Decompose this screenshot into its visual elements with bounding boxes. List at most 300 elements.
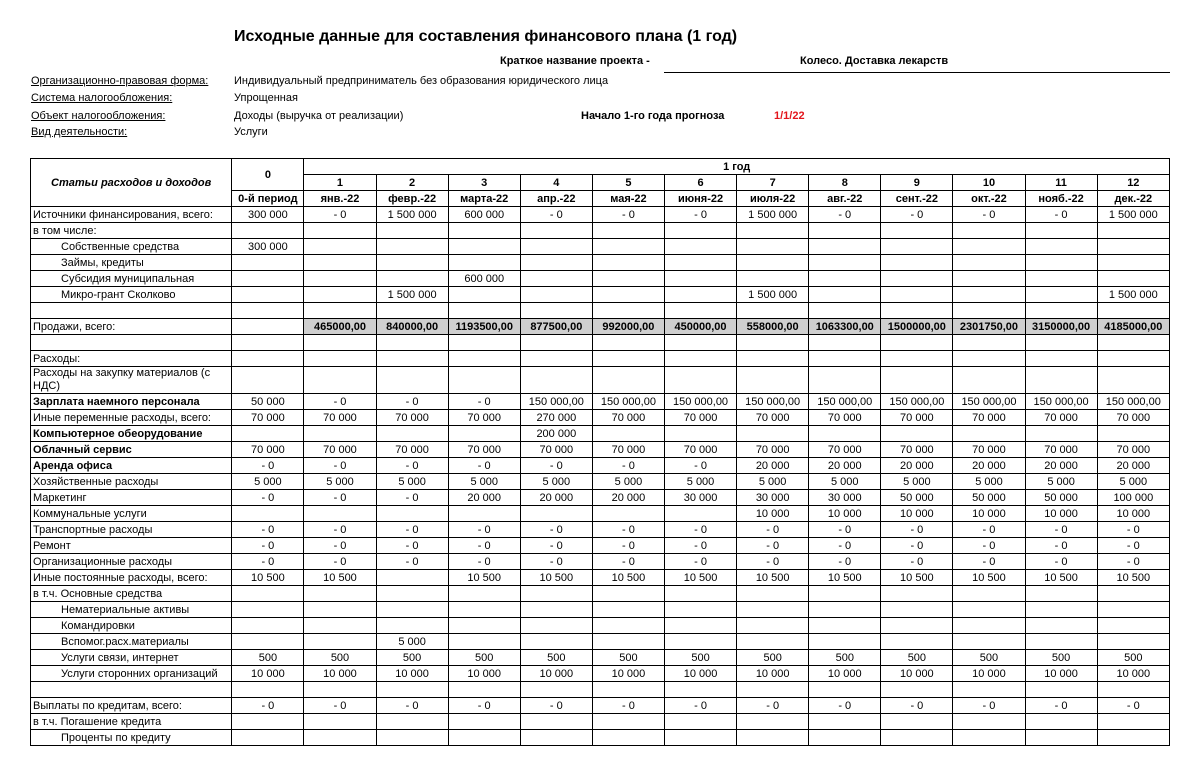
value-cell: [448, 634, 520, 650]
value-cell: 5 000: [737, 474, 809, 490]
value-cell: 20 000: [809, 458, 881, 474]
value-cell: [1097, 303, 1169, 319]
value-cell: 300 000: [232, 207, 304, 223]
value-cell: 70 000: [376, 410, 448, 426]
value-cell: [664, 426, 736, 442]
row-label-cell: Продажи, всего:: [31, 319, 232, 335]
row-label-cell: Услуги сторонних организаций: [31, 666, 232, 682]
value-cell: [664, 618, 736, 634]
value-cell: [1097, 602, 1169, 618]
activity-type-label: Вид деятельности:: [31, 126, 128, 138]
value-cell: [232, 426, 304, 442]
table-row: [31, 319, 1170, 335]
value-cell: [520, 239, 592, 255]
value-cell: [953, 602, 1025, 618]
value-cell: 70 000: [520, 442, 592, 458]
value-cell: [1025, 303, 1097, 319]
value-cell: [304, 634, 376, 650]
forecast-start-value: 1/1/22: [774, 110, 805, 122]
value-cell: [376, 223, 448, 239]
value-cell: 10 000: [881, 666, 953, 682]
value-cell: - 0: [1097, 522, 1169, 538]
value-cell: [881, 255, 953, 271]
value-cell: [232, 602, 304, 618]
value-cell: [881, 239, 953, 255]
value-cell: [737, 730, 809, 746]
value-cell: - 0: [881, 522, 953, 538]
value-cell: 10 000: [520, 666, 592, 682]
project-name-label: Краткое название проекта -: [500, 55, 650, 67]
value-cell: [592, 586, 664, 602]
value-cell: [304, 426, 376, 442]
row-label-cell: Облачный сервис: [31, 442, 232, 458]
value-cell: 600 000: [448, 207, 520, 223]
table-row: [31, 618, 1170, 634]
tax-system-label: Система налогообложения:: [31, 92, 173, 104]
month-label-cell: июля-22: [737, 191, 809, 207]
page-title: Исходные данные для составления финансового плана (1 год): [234, 28, 738, 45]
value-cell: [1097, 255, 1169, 271]
value-cell: 70 000: [232, 442, 304, 458]
value-cell: 1063300,00: [809, 319, 881, 335]
value-cell: - 0: [520, 554, 592, 570]
value-cell: [376, 271, 448, 287]
value-cell: - 0: [664, 538, 736, 554]
value-cell: [881, 618, 953, 634]
value-cell: [520, 634, 592, 650]
value-cell: 20 000: [520, 490, 592, 506]
value-cell: 150 000,00: [1097, 394, 1169, 410]
value-cell: [520, 271, 592, 287]
value-cell: - 0: [232, 698, 304, 714]
value-cell: 70 000: [304, 410, 376, 426]
month-label-cell: янв.-22: [304, 191, 376, 207]
value-cell: [953, 714, 1025, 730]
month-number-cell: 4: [520, 175, 592, 191]
month-number-cell: 10: [953, 175, 1025, 191]
legal-form-value: Индивидуальный предприниматель без образования юридического лица: [234, 75, 609, 87]
value-cell: [1025, 730, 1097, 746]
value-cell: - 0: [376, 554, 448, 570]
value-cell: - 0: [520, 458, 592, 474]
row-label-cell: Транспортные расходы: [31, 522, 232, 538]
value-cell: - 0: [376, 698, 448, 714]
value-cell: 500: [304, 650, 376, 666]
value-cell: - 0: [953, 538, 1025, 554]
value-cell: 10 000: [881, 506, 953, 522]
value-cell: [664, 287, 736, 303]
value-cell: [737, 335, 809, 351]
value-cell: [376, 239, 448, 255]
month-number-cell: 6: [664, 175, 736, 191]
value-cell: [376, 682, 448, 698]
value-cell: 300 000: [232, 239, 304, 255]
value-cell: [737, 602, 809, 618]
value-cell: [664, 602, 736, 618]
row-label-cell: Иные переменные расходы, всего:: [31, 410, 232, 426]
value-cell: [448, 602, 520, 618]
value-cell: [232, 714, 304, 730]
table-row: [31, 730, 1170, 746]
project-name-value: Колесо. Доставка лекарств: [800, 55, 949, 67]
value-cell: [376, 714, 448, 730]
value-cell: - 0: [809, 207, 881, 223]
value-cell: 70 000: [232, 410, 304, 426]
value-cell: 150 000,00: [592, 394, 664, 410]
month-number-cell: 1: [304, 175, 376, 191]
value-cell: 10 000: [376, 666, 448, 682]
value-cell: [304, 287, 376, 303]
value-cell: [376, 335, 448, 351]
value-cell: [953, 335, 1025, 351]
table-row: [31, 410, 1170, 426]
value-cell: 10 500: [809, 570, 881, 586]
value-cell: - 0: [1097, 538, 1169, 554]
value-cell: [592, 335, 664, 351]
corner-header-cell: Статьи расходов и доходов: [31, 159, 232, 207]
value-cell: [232, 634, 304, 650]
table-row: [31, 239, 1170, 255]
value-cell: [881, 287, 953, 303]
value-cell: [664, 634, 736, 650]
value-cell: [664, 351, 736, 367]
value-cell: 5 000: [232, 474, 304, 490]
value-cell: [1025, 271, 1097, 287]
value-cell: [1097, 634, 1169, 650]
financial-plan-table: [30, 158, 1170, 746]
value-cell: [881, 682, 953, 698]
value-cell: 10 500: [448, 570, 520, 586]
value-cell: [1025, 618, 1097, 634]
value-cell: - 0: [448, 394, 520, 410]
value-cell: 10 500: [232, 570, 304, 586]
row-label-cell: Субсидия муниципальная: [31, 271, 232, 287]
value-cell: [809, 287, 881, 303]
value-cell: [520, 335, 592, 351]
value-cell: 10 000: [232, 666, 304, 682]
value-cell: [520, 351, 592, 367]
value-cell: [953, 287, 1025, 303]
month-number-cell: 5: [592, 175, 664, 191]
value-cell: [953, 618, 1025, 634]
value-cell: [809, 303, 881, 319]
value-cell: - 0: [1025, 522, 1097, 538]
value-cell: [809, 239, 881, 255]
value-cell: 500: [664, 650, 736, 666]
table-row: [31, 714, 1170, 730]
table-row: [31, 554, 1170, 570]
value-cell: - 0: [737, 698, 809, 714]
value-cell: [304, 506, 376, 522]
row-label-cell: Займы, кредиты: [31, 255, 232, 271]
value-cell: - 0: [448, 458, 520, 474]
value-cell: 50 000: [953, 490, 1025, 506]
value-cell: [809, 426, 881, 442]
value-cell: [809, 634, 881, 650]
value-cell: [304, 255, 376, 271]
row-label-cell: Выплаты по кредитам, всего:: [31, 698, 232, 714]
value-cell: [809, 335, 881, 351]
value-cell: - 0: [376, 538, 448, 554]
month-label-cell: марта-22: [448, 191, 520, 207]
value-cell: 5 000: [448, 474, 520, 490]
value-cell: [232, 223, 304, 239]
value-cell: [520, 255, 592, 271]
value-cell: 500: [520, 650, 592, 666]
value-cell: [520, 287, 592, 303]
value-cell: [304, 303, 376, 319]
value-cell: 10 000: [592, 666, 664, 682]
value-cell: [881, 335, 953, 351]
value-cell: [953, 367, 1025, 394]
value-cell: - 0: [953, 522, 1025, 538]
value-cell: 30 000: [809, 490, 881, 506]
value-cell: [232, 618, 304, 634]
value-cell: - 0: [448, 538, 520, 554]
value-cell: [881, 223, 953, 239]
value-cell: 1 500 000: [737, 207, 809, 223]
table-row: [31, 458, 1170, 474]
month-number-cell: 7: [737, 175, 809, 191]
value-cell: [304, 335, 376, 351]
month-label-cell: нояб.-22: [1025, 191, 1097, 207]
table-row: [31, 682, 1170, 698]
value-cell: [881, 426, 953, 442]
table-row: [31, 207, 1170, 223]
value-cell: 10 500: [592, 570, 664, 586]
table-row: [31, 335, 1170, 351]
value-cell: 10 500: [1025, 570, 1097, 586]
value-cell: 500: [809, 650, 881, 666]
value-cell: [953, 271, 1025, 287]
value-cell: [376, 426, 448, 442]
value-cell: 1500000,00: [881, 319, 953, 335]
value-cell: [737, 223, 809, 239]
value-cell: [592, 602, 664, 618]
table-row: [31, 490, 1170, 506]
value-cell: 992000,00: [592, 319, 664, 335]
value-cell: 5 000: [304, 474, 376, 490]
value-cell: [448, 239, 520, 255]
value-cell: - 0: [520, 698, 592, 714]
value-cell: - 0: [592, 554, 664, 570]
value-cell: [304, 239, 376, 255]
value-cell: - 0: [881, 538, 953, 554]
value-cell: [232, 271, 304, 287]
value-cell: [737, 426, 809, 442]
value-cell: [1025, 602, 1097, 618]
value-cell: 70 000: [592, 442, 664, 458]
row-label-cell: Маркетинг: [31, 490, 232, 506]
value-cell: - 0: [881, 698, 953, 714]
value-cell: [376, 618, 448, 634]
header-row-year: [31, 159, 1170, 175]
value-cell: [376, 602, 448, 618]
value-cell: 500: [448, 650, 520, 666]
value-cell: 1 500 000: [737, 287, 809, 303]
period-0-label-cell: 0-й период: [232, 191, 304, 207]
value-cell: [664, 506, 736, 522]
value-cell: 10 000: [1097, 506, 1169, 522]
month-label-cell: дек.-22: [1097, 191, 1169, 207]
value-cell: [592, 239, 664, 255]
value-cell: 20 000: [881, 458, 953, 474]
row-label-cell: Хозяйственные расходы: [31, 474, 232, 490]
value-cell: [1025, 239, 1097, 255]
value-cell: [304, 682, 376, 698]
value-cell: [592, 223, 664, 239]
value-cell: 10 000: [304, 666, 376, 682]
value-cell: [304, 602, 376, 618]
value-cell: - 0: [304, 698, 376, 714]
value-cell: [737, 255, 809, 271]
value-cell: 10 500: [520, 570, 592, 586]
table-row: [31, 223, 1170, 239]
value-cell: [809, 223, 881, 239]
row-label-cell: Организационные расходы: [31, 554, 232, 570]
value-cell: [304, 714, 376, 730]
row-label-cell: Микро-грант Сколково: [31, 287, 232, 303]
value-cell: - 0: [592, 207, 664, 223]
value-cell: 20 000: [1025, 458, 1097, 474]
value-cell: [953, 634, 1025, 650]
value-cell: 500: [592, 650, 664, 666]
value-cell: - 0: [1097, 698, 1169, 714]
value-cell: 10 000: [737, 506, 809, 522]
value-cell: [520, 303, 592, 319]
table-row: [31, 442, 1170, 458]
value-cell: 30 000: [664, 490, 736, 506]
value-cell: [592, 271, 664, 287]
row-label-cell: в т.ч. Погашение кредита: [31, 714, 232, 730]
value-cell: - 0: [232, 522, 304, 538]
value-cell: 500: [1097, 650, 1169, 666]
value-cell: [1025, 287, 1097, 303]
row-label-cell: Командировки: [31, 618, 232, 634]
value-cell: [1097, 335, 1169, 351]
value-cell: [1025, 682, 1097, 698]
value-cell: [809, 730, 881, 746]
value-cell: - 0: [376, 522, 448, 538]
value-cell: 20 000: [592, 490, 664, 506]
value-cell: [448, 682, 520, 698]
value-cell: [376, 255, 448, 271]
value-cell: [304, 586, 376, 602]
value-cell: - 0: [953, 698, 1025, 714]
value-cell: [881, 714, 953, 730]
table-row: [31, 255, 1170, 271]
value-cell: 1 500 000: [1097, 287, 1169, 303]
value-cell: - 0: [1025, 538, 1097, 554]
value-cell: 10 500: [304, 570, 376, 586]
value-cell: 500: [232, 650, 304, 666]
month-number-cell: 9: [881, 175, 953, 191]
value-cell: [232, 335, 304, 351]
value-cell: [592, 367, 664, 394]
value-cell: [520, 714, 592, 730]
value-cell: [737, 271, 809, 287]
row-label-cell: Собственные средства: [31, 239, 232, 255]
value-cell: 877500,00: [520, 319, 592, 335]
value-cell: [520, 506, 592, 522]
value-cell: [1097, 618, 1169, 634]
value-cell: 500: [953, 650, 1025, 666]
value-cell: [953, 351, 1025, 367]
value-cell: [520, 618, 592, 634]
value-cell: 270 000: [520, 410, 592, 426]
row-label-cell: Вспомог.расх.материалы: [31, 634, 232, 650]
value-cell: [232, 586, 304, 602]
row-label-cell: Услуги связи, интернет: [31, 650, 232, 666]
value-cell: 1 500 000: [1097, 207, 1169, 223]
table-row: [31, 271, 1170, 287]
value-cell: [1025, 634, 1097, 650]
tax-system-value: Упрощенная: [234, 92, 298, 104]
value-cell: [232, 255, 304, 271]
value-cell: - 0: [1025, 207, 1097, 223]
table-row: [31, 634, 1170, 650]
table-row: [31, 522, 1170, 538]
table-row: [31, 666, 1170, 682]
value-cell: 10 000: [664, 666, 736, 682]
year-header-cell: 1 год: [304, 159, 1170, 175]
month-number-cell: 2: [376, 175, 448, 191]
value-cell: [809, 714, 881, 730]
table-row: [31, 698, 1170, 714]
value-cell: [592, 634, 664, 650]
value-cell: [809, 602, 881, 618]
value-cell: - 0: [664, 522, 736, 538]
value-cell: 10 500: [1097, 570, 1169, 586]
value-cell: - 0: [592, 522, 664, 538]
value-cell: [448, 426, 520, 442]
row-label-cell: Зарплата наемного персонала: [31, 394, 232, 410]
value-cell: 10 500: [737, 570, 809, 586]
value-cell: [809, 351, 881, 367]
value-cell: - 0: [232, 538, 304, 554]
value-cell: [448, 586, 520, 602]
value-cell: [232, 367, 304, 394]
month-number-cell: 8: [809, 175, 881, 191]
month-label-cell: мая-22: [592, 191, 664, 207]
value-cell: - 0: [592, 538, 664, 554]
value-cell: [737, 367, 809, 394]
value-cell: - 0: [809, 522, 881, 538]
value-cell: [809, 618, 881, 634]
row-label-cell: [31, 682, 232, 698]
value-cell: [737, 682, 809, 698]
value-cell: 465000,00: [304, 319, 376, 335]
value-cell: [592, 351, 664, 367]
value-cell: [1025, 255, 1097, 271]
value-cell: - 0: [809, 698, 881, 714]
value-cell: 840000,00: [376, 319, 448, 335]
value-cell: 558000,00: [737, 319, 809, 335]
value-cell: [664, 586, 736, 602]
value-cell: [376, 367, 448, 394]
table-row: [31, 474, 1170, 490]
row-label-cell: в т.ч. Основные средства: [31, 586, 232, 602]
value-cell: 10 000: [809, 666, 881, 682]
activity-type-value: Услуги: [234, 126, 268, 138]
value-cell: [737, 351, 809, 367]
value-cell: - 0: [376, 490, 448, 506]
value-cell: [376, 570, 448, 586]
value-cell: [232, 303, 304, 319]
value-cell: [592, 426, 664, 442]
row-label-cell: Проценты по кредиту: [31, 730, 232, 746]
value-cell: - 0: [881, 554, 953, 570]
